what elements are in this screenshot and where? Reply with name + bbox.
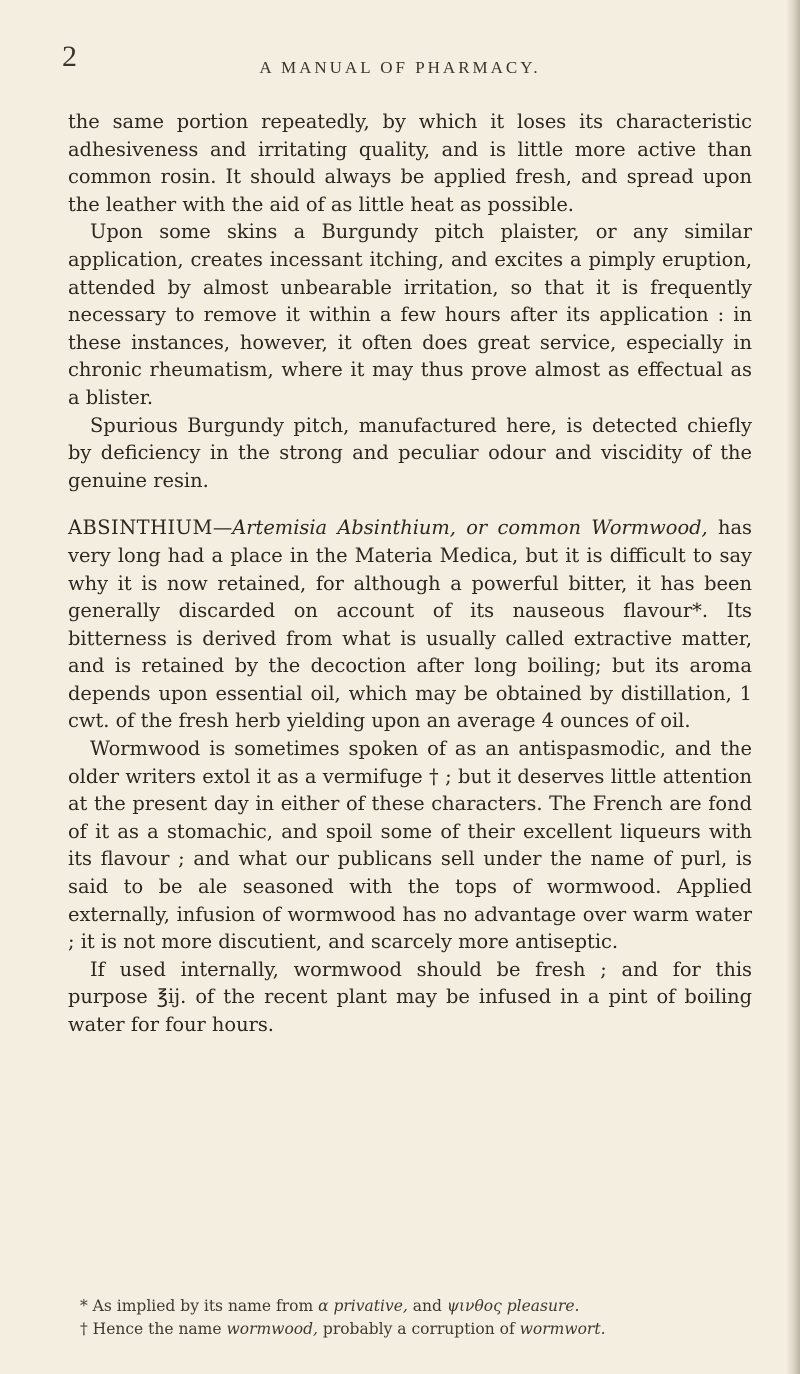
footnote-1-text: * As implied by its name from [80, 1297, 319, 1315]
footnote-2-text: † Hence the name [80, 1320, 227, 1338]
footnote-dagger [68, 1318, 752, 1341]
paragraph-continuation: the same portion repeatedly, by which it loses its characteristic adhesiveness and irritating quality, and is little more active than common rosin. It should always be applied fresh, and spread upon the leather with the aid of as little heat as possible. [68, 110, 752, 216]
page-number: 2 [62, 40, 77, 73]
footnote-2-term: wormwood, [226, 1320, 318, 1338]
entry-description: has very long had a place in the Materia Medica, but it is difficult to say why it is now retained, for although a powerful bitter, it has been generally discarded on account of its nauseous flavour*. Its bitterness is derived from what is usually called extractive matter, and is retained by the decoction after long boiling; but its aroma depends upon essential oil, which may be obtained by distillation, 1 cwt. of the fresh herb yielding upon an average 4 ounces of oil. [68, 516, 752, 733]
paragraph-internal-use: If used internally, wormwood should be fresh ; and for this purpose ℥ij. of the recent plant may be infused in a pint of boiling water for four hours. [68, 957, 752, 1036]
footnote-asterisk [68, 1295, 752, 1318]
running-title: A MANUAL OF PHARMACY. [259, 58, 541, 77]
body-text [68, 108, 752, 1039]
footnote-2-origin: wormwort. [519, 1320, 606, 1338]
paragraph-burgundy-skin: Upon some skins a Burgundy pitch plaister, or any similar application, creates incessant itching, and excites a pimply eruption, attended by almost unbearable irritation, so that it is frequently necessary to remove it within a few hours after its application : in these instances, however, it often does great service, especially in chronic rheumatism, where it may thus prove almost as effectual as a blister. [68, 220, 752, 409]
headword-absinthium: ABSINTHIUM [68, 516, 213, 540]
footnote-1-term: α privative, [318, 1297, 408, 1315]
latin-name: Artemisia Absinthium, or common Wormwood, [232, 516, 708, 540]
entry-absinthium [68, 514, 752, 735]
footnote-1-joiner: and [407, 1297, 447, 1315]
footnotes [68, 1295, 752, 1341]
footnote-2-joiner: probably a corruption of [317, 1320, 520, 1338]
paragraph-spurious-pitch: Spurious Burgundy pitch, manufactured here, is detected chiefly by deficiency in the strong and peculiar odour and viscidity of the genuine resin. [68, 413, 752, 492]
footnote-1-greek: ψινθος pleasure. [446, 1297, 580, 1315]
paragraph-antispasmodic: Wormwood is sometimes spoken of as an antispasmodic, and the older writers extol it as a vermifuge † ; but it deserves little attention at the present day in either of these characters. The French are fond of it as a stomachic, and spoil some of their excellent liqueurs with its flavour ; and what our publicans sell under the name of purl, is said to be ale seasoned with the tops of wormwood. Applied externally, infusion of wormwood has no advantage over warm water ; it is not more discutient, and scarcely more antiseptic. [68, 737, 752, 954]
entry-dash: — [212, 516, 233, 540]
page-edge-shadow [786, 0, 800, 1374]
